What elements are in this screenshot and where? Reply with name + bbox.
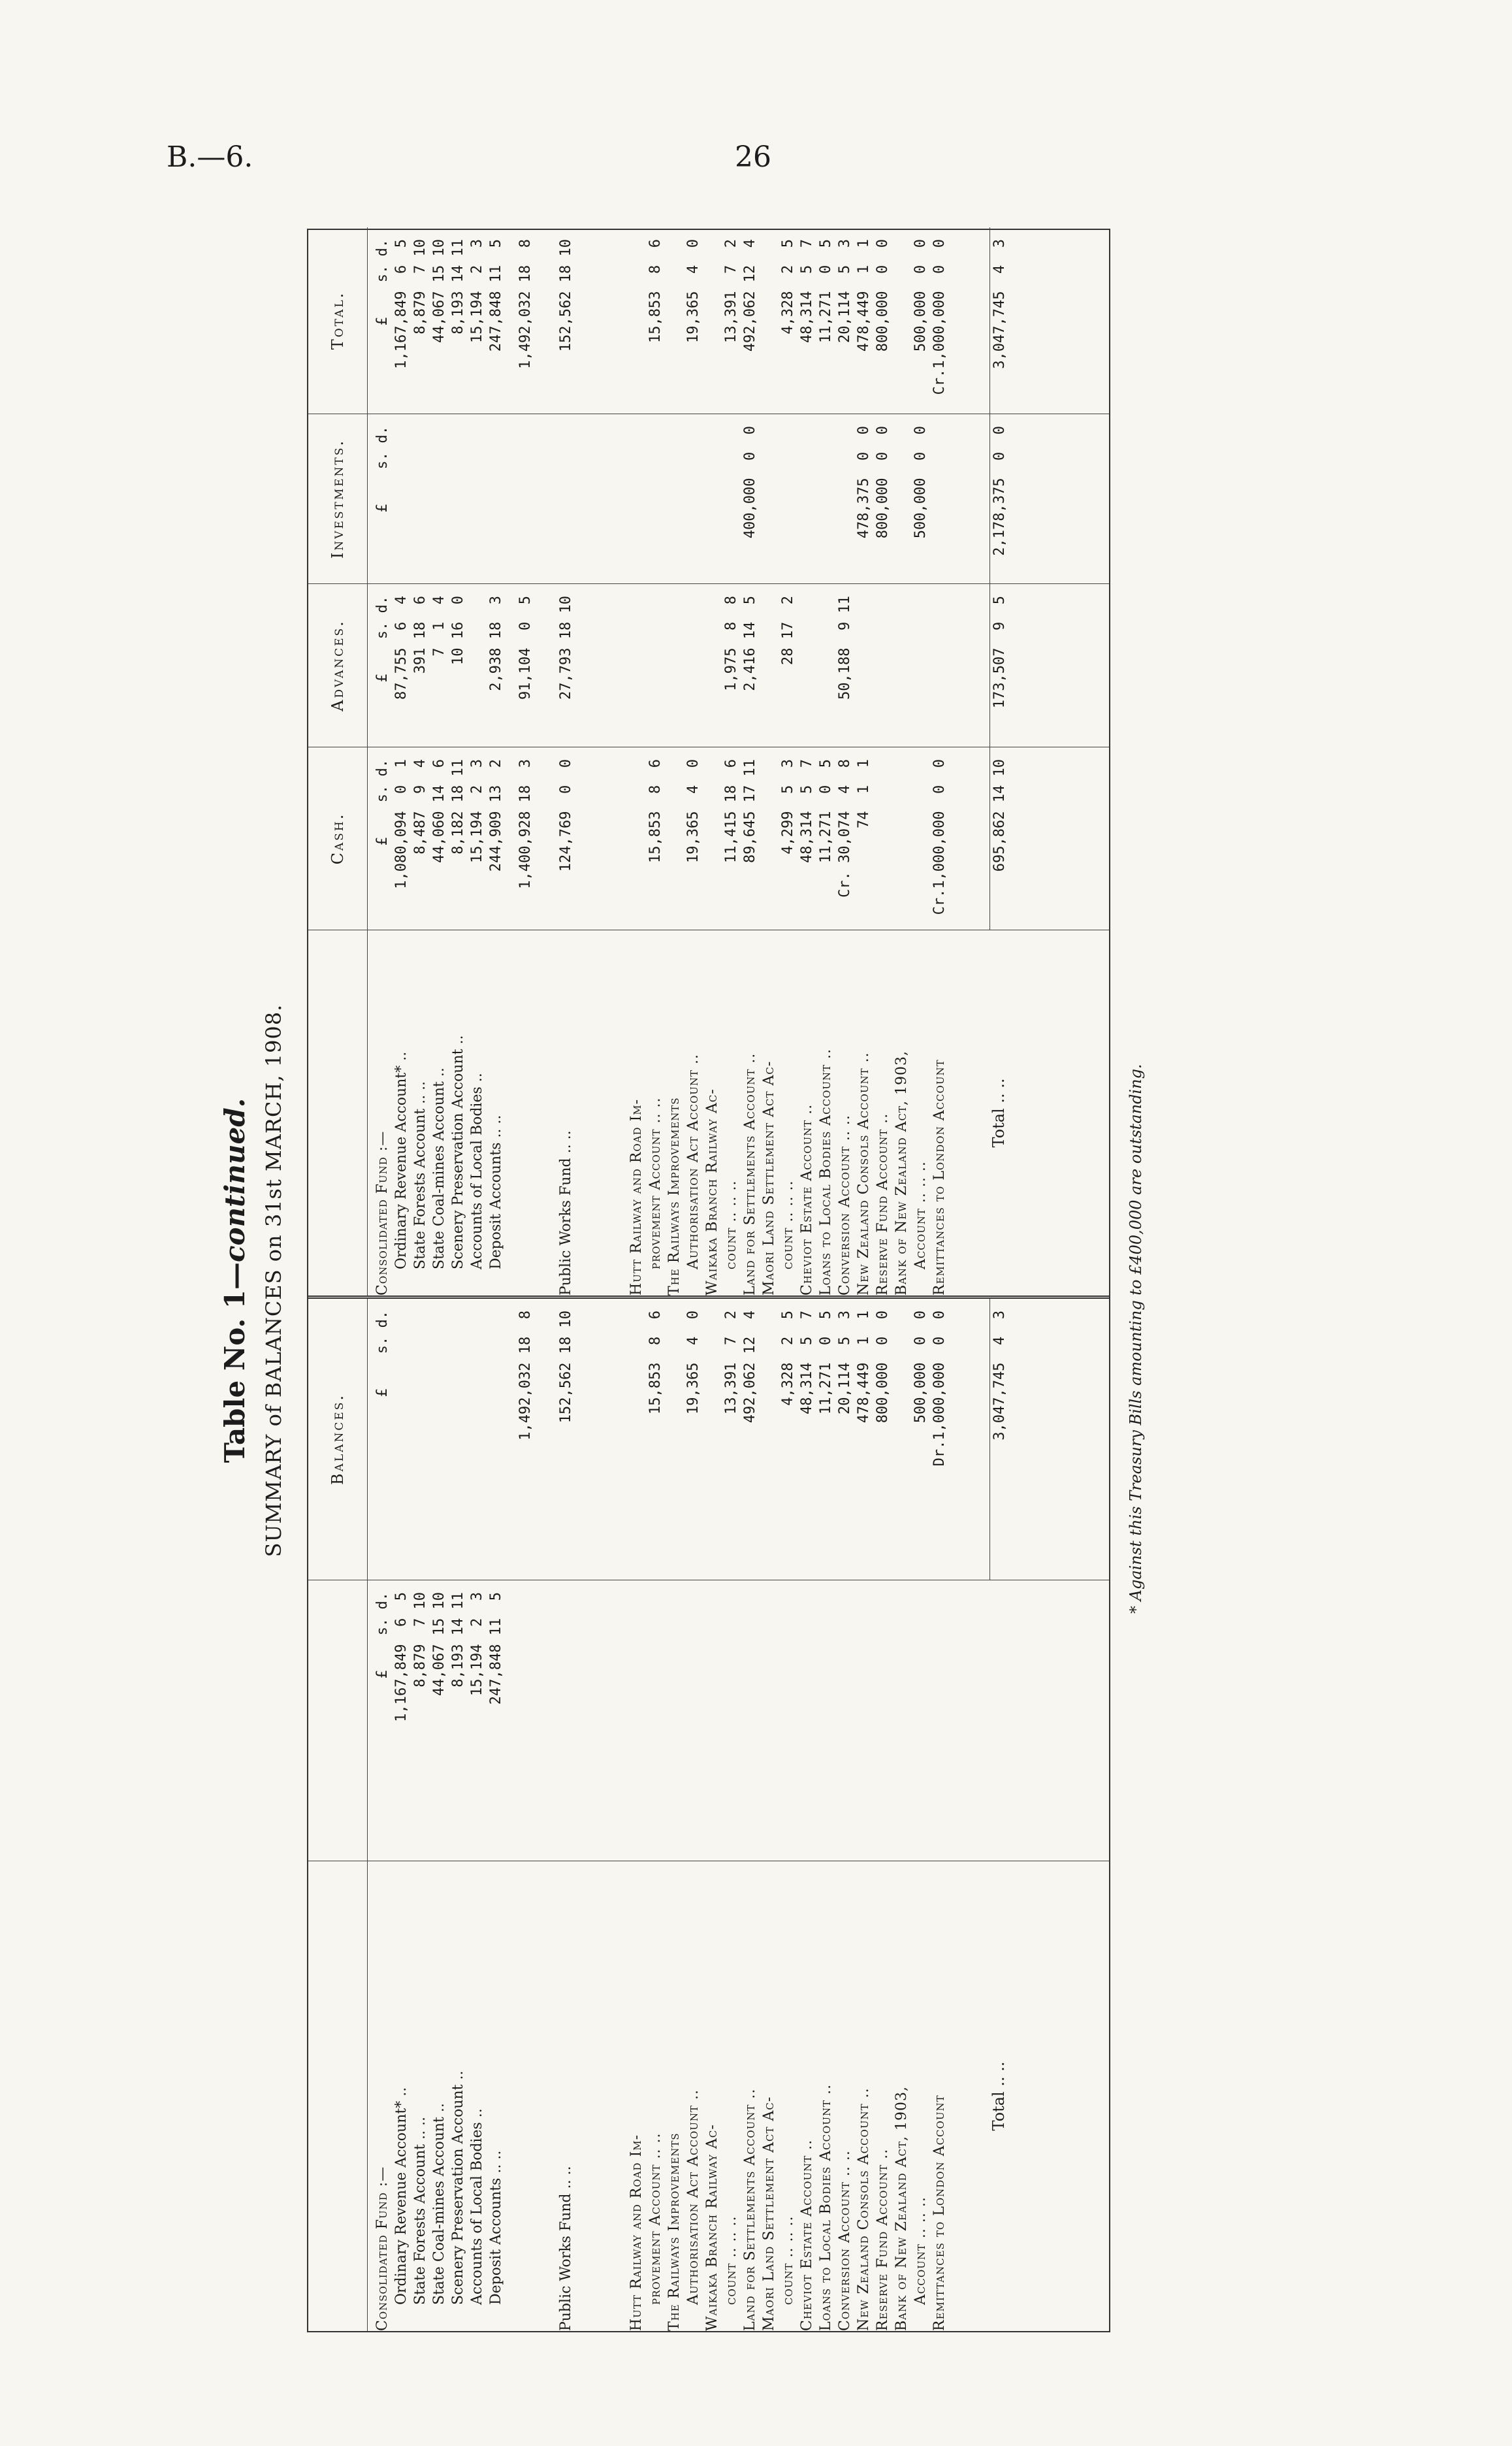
account-label: count .. .. .. (723, 1180, 739, 1269)
account-label: Reserve Fund Account .. (875, 1113, 891, 1296)
amount-cell: 44,060 14 6 (431, 759, 447, 863)
amount-cell (627, 747, 646, 930)
amount-cell (854, 584, 873, 747)
amount-cell (468, 1299, 487, 1580)
right-table (308, 227, 1109, 1296)
amount-cell (949, 1299, 989, 1580)
amount-cell: 74 1 1 (856, 759, 872, 828)
amount-cell: 11,271 0 5 (818, 759, 834, 863)
amount-cell: 1,492,032 18 8 (517, 239, 534, 369)
amount-cell: 15,853 8 6 (647, 759, 664, 863)
amount-cell (487, 414, 506, 583)
account-label: Conversion Account .. .. (837, 2150, 853, 2331)
amount-cell: 2,178,375 0 0 (989, 414, 1009, 583)
account-label: Account .. .. .. (912, 1161, 929, 1269)
amount-cell: 478,449 1 1 (856, 1311, 872, 1424)
advances-header: Advances. (308, 584, 368, 747)
amount-cell (449, 414, 468, 583)
amount-cell (892, 414, 911, 583)
account-label: Remittances to London Account (931, 1059, 948, 1296)
amount-cell: 91,104 0 5 (517, 596, 534, 700)
amount-cell (760, 747, 779, 930)
balances-column: Balances. £ s. d. 1,492,032 18 8 152,562 18 10 15,853 8 6 19,365 4 0 13,391 7 2 492,062 12 4 4,328 2 5 48,314 5 7 11,271 0 5 20,114 5 3 478,449 1 1 800,000 0 0 500,000 0 0 Dr.1,000,000 0 0 3,047,745 4 3 (308, 1299, 1109, 1580)
account-label: The Railways Improvements (666, 2132, 683, 2331)
amount-cell (892, 747, 911, 930)
account-label: count .. .. .. (780, 2215, 796, 2305)
account-label: Total .. .. (989, 1078, 1008, 1148)
amount-cell (506, 414, 546, 583)
amount-cell: 20,114 5 3 (837, 1311, 853, 1414)
account-label: Maori Land Settlement Act Ac- (761, 2096, 777, 2331)
amount-cell: 247,848 11 5 (488, 239, 504, 352)
account-label: Hutt Railway and Road Im- (628, 1098, 645, 1296)
total-column: Total. £ s. d. 1,167,849 6 5 8,879 7 10 44,067 15 10 8,193 14 11 15,194 2 3 247,848 11 5 1,492,032 18 8 152,562 18 10 15,853 8 6 19,365 4 0 13,391 7 2 492,062 12 4 4,328 2 5 48,314 5 7 11,271 0 5 20,114 5 3 478,449 1 1 800,000 0 0 500,000 0 0 Cr.1,000,000 0 0 3,047,745 4 3 (308, 227, 1109, 414)
amount-cell (487, 1299, 506, 1580)
investments-column: Investments. £ s. d. 400,000 0 0 478,375 0 0 800,000 0 0 500,000 0 0 2,178,375 0 0 (308, 414, 1109, 583)
amount-cell: 7 1 4 (431, 596, 447, 657)
account-label: Total .. .. (989, 2061, 1008, 2131)
account-label: Reserve Fund Account .. (875, 2148, 891, 2331)
amount-cell (797, 414, 816, 583)
amount-cell: 478,375 0 0 (856, 426, 872, 539)
page-header (167, 140, 1349, 180)
amount-cell: 48,314 5 7 (799, 1311, 815, 1414)
account-label: Scenery Preservation Account .. (450, 2070, 466, 2305)
account-label: State Coal-mines Account .. (431, 1068, 447, 1269)
account-label: Account .. .. .. (912, 2196, 929, 2305)
account-label: Deposit Accounts .. .. (488, 2150, 504, 2305)
amount-cell (684, 584, 703, 747)
amount-cell (411, 1299, 430, 1580)
amount-cell: 11,415 18 6 (723, 759, 739, 863)
amount-cell (627, 227, 646, 414)
account-label: Remittances to London Account (931, 2095, 948, 2331)
account-label (949, 930, 989, 1296)
amount-cell: 400,000 0 0 (742, 426, 758, 539)
amount-cell (587, 414, 627, 583)
account-label: Consolidated Fund :— (374, 2166, 391, 2331)
amount-cell: 15,853 8 6 (647, 239, 664, 343)
amount-cell (779, 414, 797, 583)
account-list (368, 1861, 1008, 2331)
account-label: Public Works Fund .. .. (558, 1130, 574, 1296)
amount-cell: 478,449 1 1 (856, 239, 872, 352)
amount-cell (646, 584, 665, 747)
page-number: 26 (735, 140, 771, 174)
account-label: The Railways Improvements (666, 1097, 683, 1296)
amount-cell: 800,000 0 0 (875, 239, 891, 352)
account-label: Authorisation Act Account .. (685, 1053, 701, 1269)
amount-cell (722, 414, 741, 583)
amount-cell: 19,365 4 0 (685, 1311, 701, 1414)
amount-cell: 15,194 2 3 (469, 759, 485, 863)
account-label (587, 1861, 627, 2331)
account-label: Ordinary Revenue Account* .. (393, 2087, 410, 2305)
amount-cell (760, 414, 779, 583)
account-label (949, 1861, 989, 2331)
amount-cell: 492,062 12 4 (742, 1311, 758, 1424)
amount-cell: 152,562 18 10 (558, 1311, 574, 1424)
amount-cell: 500,000 0 0 (912, 426, 929, 539)
amount-cell (587, 584, 627, 747)
account-label: Accounts of Local Bodies .. (469, 1073, 485, 1269)
account-label: Loans to Local Bodies Account .. (818, 1048, 834, 1296)
amount-cell: 1,400,928 18 3 (517, 759, 534, 889)
account-label: Land for Settlements Account .. (742, 1052, 758, 1296)
amount-cell: 15,853 8 6 (647, 1311, 664, 1414)
amount-cell (684, 414, 703, 583)
amount-cell: 500,000 0 0 (912, 239, 929, 352)
amount-cell (468, 414, 487, 583)
amount-cell: 50,188 9 11 (837, 596, 853, 700)
amount-cell (816, 584, 835, 747)
amount-cell: 1,492,032 18 8 (517, 1311, 534, 1441)
amount-cell: 19,365 4 0 (685, 759, 701, 863)
amount-cell (587, 1299, 627, 1580)
footnote: * Against this Treasury Bills amounting to £400,000 are outstanding. (1127, 1064, 1145, 1614)
amount-cell (949, 584, 989, 747)
amount-cell: 4,328 2 5 (780, 239, 796, 334)
account-label: count .. .. .. (780, 1180, 796, 1269)
account-label: Scenery Preservation Account .. (450, 1035, 466, 1269)
amount-cell (760, 227, 779, 414)
account-label: State Forests Account .. .. (412, 2116, 428, 2305)
amount-cell: 8,879 7 10 (412, 239, 428, 334)
amount-cell (665, 747, 684, 930)
account-label (587, 930, 627, 1296)
amount-cell (760, 1299, 779, 1580)
amount-cell (873, 584, 892, 747)
amount-cell: 15,194 2 3 (469, 239, 485, 343)
items-column: £ s. d. 1,167,849 6 5 8,879 7 10 44,067 15 10 8,193 14 11 15,194 2 3 247,848 11 5 (308, 1580, 1109, 1861)
amount-cell (430, 1299, 449, 1580)
amount-cell (892, 227, 911, 414)
amount-cell (392, 414, 411, 583)
amount-cell (587, 227, 627, 414)
amount-cell: 173,507 9 5 (989, 584, 1009, 747)
amount-cell: 244,909 13 2 (488, 759, 504, 872)
investments-header: Investments. (308, 414, 368, 583)
amount-cell: 89,645 17 11 (742, 759, 758, 863)
balances-header: Balances. (308, 1299, 368, 1580)
account-label: New Zealand Consols Account .. (856, 1052, 872, 1296)
amount-cell: 492,062 12 4 (742, 239, 758, 352)
amount-cell: 10 16 0 (450, 596, 466, 665)
table-subtitle: SUMMARY of BALANCES on 31st MARCH, 1908. (261, 1003, 286, 1557)
amount-cell (797, 584, 816, 747)
amount-cell: 8,193 14 11 (450, 239, 466, 334)
account-label: count .. .. .. (723, 2215, 739, 2305)
amount-cell: 695,862 14 10 (989, 747, 1009, 930)
account-label: Hutt Railway and Road Im- (628, 2134, 645, 2331)
amount-cell: 2,938 18 3 (488, 596, 504, 691)
cash-column: Cash. £ s. d. 1,080,094 0 1 8,487 9 4 44,060 14 6 8,182 18 11 15,194 2 3 244,909 13 2 1,400,928 18 3 124,769 0 0 15,853 8 6 19,365 4 0 11,415 18 6 89,645 17 11 4,299 5 3 48,314 5 7 11,271 0 5 Cr. 30,074 4 8 74 1 1 Cr.1,000,000 0 0 695,862 14 10 (308, 747, 1109, 930)
left-table (308, 1296, 1109, 2331)
amount-cell: 13,391 7 2 (723, 1311, 739, 1414)
account-label: Bank of New Zealand Act, 1903, (893, 1051, 910, 1296)
amount-cell (627, 414, 646, 583)
amount-cell (703, 227, 722, 414)
account-label: Waikaka Branch Railway Ac- (704, 1088, 720, 1296)
amount-cell (930, 584, 949, 747)
amount-cell (646, 414, 665, 583)
amount-cell (468, 584, 487, 747)
amount-cell (665, 1299, 684, 1580)
amount-cell: 11,271 0 5 (818, 1311, 834, 1414)
amount-cell: 8,182 18 11 (450, 759, 466, 855)
balances-summary-table (307, 229, 1110, 2332)
amount-cell: 800,000 0 0 (875, 1311, 891, 1424)
amount-cell: 4,328 2 5 (780, 1311, 796, 1406)
amount-cell (392, 1299, 411, 1580)
amount-cell: 124,769 0 0 (558, 759, 574, 872)
amount-cell (949, 227, 989, 414)
amount-cell: 13,391 7 2 (723, 239, 739, 343)
account-label: Cheviot Estate Account .. (799, 1103, 815, 1296)
amount-cell (665, 584, 684, 747)
amount-cell: 44,067 15 10 (431, 239, 447, 343)
amount-cell: 1,167,849 6 5 (393, 239, 410, 369)
amount-cell: 11,271 0 5 (818, 239, 834, 343)
amount-cell (449, 1299, 468, 1580)
amount-cell (665, 414, 684, 583)
amount-cell (949, 747, 989, 930)
account-label: Maori Land Settlement Act Ac- (761, 1060, 777, 1296)
amount-cell: 800,000 0 0 (875, 426, 891, 539)
account-label: Cheviot Estate Account .. (799, 2139, 815, 2331)
page-reference: B.—6. (167, 140, 253, 174)
amount-cell: 152,562 18 10 (558, 239, 574, 352)
account-label: State Coal-mines Account .. (431, 2103, 447, 2305)
amount-cell: 391 18 6 (412, 596, 428, 674)
account-label: Authorisation Act Account .. (685, 2089, 701, 2305)
amount-cell (546, 414, 587, 583)
cash-header: Cash. (308, 747, 368, 930)
amount-cell: 48,314 5 7 (799, 239, 815, 343)
amount-cell (911, 747, 930, 930)
amount-cell: 20,114 5 3 (837, 239, 853, 343)
right-account-column (308, 930, 1109, 1296)
account-label: Waikaka Branch Railway Ac- (704, 2124, 720, 2331)
account-label (506, 930, 546, 1296)
amount-cell (892, 584, 911, 747)
amount-cell: 4,299 5 3 (780, 759, 796, 855)
amount-cell: 500,000 0 0 (912, 1311, 929, 1424)
account-label: Public Works Fund .. .. (558, 2166, 574, 2331)
account-label: New Zealand Consols Account .. (856, 2087, 872, 2331)
account-label: Consolidated Fund :— (374, 1130, 391, 1296)
amount-cell (703, 747, 722, 930)
amount-cell (703, 414, 722, 583)
table-title: Table No. 1—continued. (219, 1098, 251, 1463)
amount-cell: 28 17 2 (780, 596, 796, 665)
amount-cell (587, 747, 627, 930)
amount-cell (703, 1299, 722, 1580)
amount-cell: 87,755 6 4 (393, 596, 410, 700)
amount-cell: 2,416 14 5 (742, 596, 758, 691)
amount-cell (627, 1299, 646, 1580)
amount-cell (892, 1299, 911, 1580)
account-column (308, 1861, 1109, 2331)
advances-column: Advances. £ s. d. 87,755 6 4 391 18 6 7 1 4 10 16 0 2,938 18 3 91,104 0 5 27,793 18 10 1,975 8 8 2,416 14 5 28 17 2 50,188 9 11 173,507 9 5 (308, 583, 1109, 747)
amount-cell (949, 414, 989, 583)
account-label: provement Account .. .. (647, 1097, 664, 1269)
amount-cell: Dr.1,000,000 0 0 (931, 1311, 948, 1467)
account-label: Conversion Account .. .. (837, 1115, 853, 1296)
amount-cell (835, 414, 854, 583)
amount-cell: 27,793 18 10 (558, 596, 574, 700)
account-label: State Forests Account .. .. (412, 1081, 428, 1269)
amount-cell (703, 584, 722, 747)
amount-cell (627, 584, 646, 747)
account-label: Bank of New Zealand Act, 1903, (893, 2086, 910, 2331)
total-header: Total. (308, 227, 368, 414)
amount-cell (411, 414, 430, 583)
amount-cell: 3,047,745 4 3 (989, 1299, 1009, 1580)
amount-cell (911, 584, 930, 747)
amount-cell: 48,314 5 7 (799, 759, 815, 863)
amount-cell (816, 414, 835, 583)
amount-cell: Cr. 30,074 4 8 (837, 759, 853, 898)
amount-cell: 1,975 8 8 (723, 596, 739, 691)
amount-cell (430, 414, 449, 583)
amount-cell: 8,487 9 4 (412, 759, 428, 855)
amount-cell (665, 227, 684, 414)
account-label: Ordinary Revenue Account* .. (393, 1051, 410, 1269)
account-label: Deposit Accounts .. .. (488, 1115, 504, 1269)
amount-cell: 1,080,094 0 1 (393, 759, 410, 889)
account-label (506, 1861, 546, 2331)
amount-cell (873, 747, 892, 930)
account-label: Loans to Local Bodies Account .. (818, 2083, 834, 2331)
amount-cell: Cr.1,000,000 0 0 (931, 759, 948, 915)
amount-cell (760, 584, 779, 747)
account-label: Land for Settlements Account .. (742, 2088, 758, 2331)
rotated-table-page (212, 216, 1205, 2345)
amount-cell (930, 414, 949, 583)
amount-cell: 19,365 4 0 (685, 239, 701, 343)
amount-cell: Cr.1,000,000 0 0 (931, 239, 948, 395)
amount-cell: 3,047,745 4 3 (989, 227, 1009, 414)
account-label: provement Account .. .. (647, 2132, 664, 2305)
account-label: Accounts of Local Bodies .. (469, 2108, 485, 2305)
